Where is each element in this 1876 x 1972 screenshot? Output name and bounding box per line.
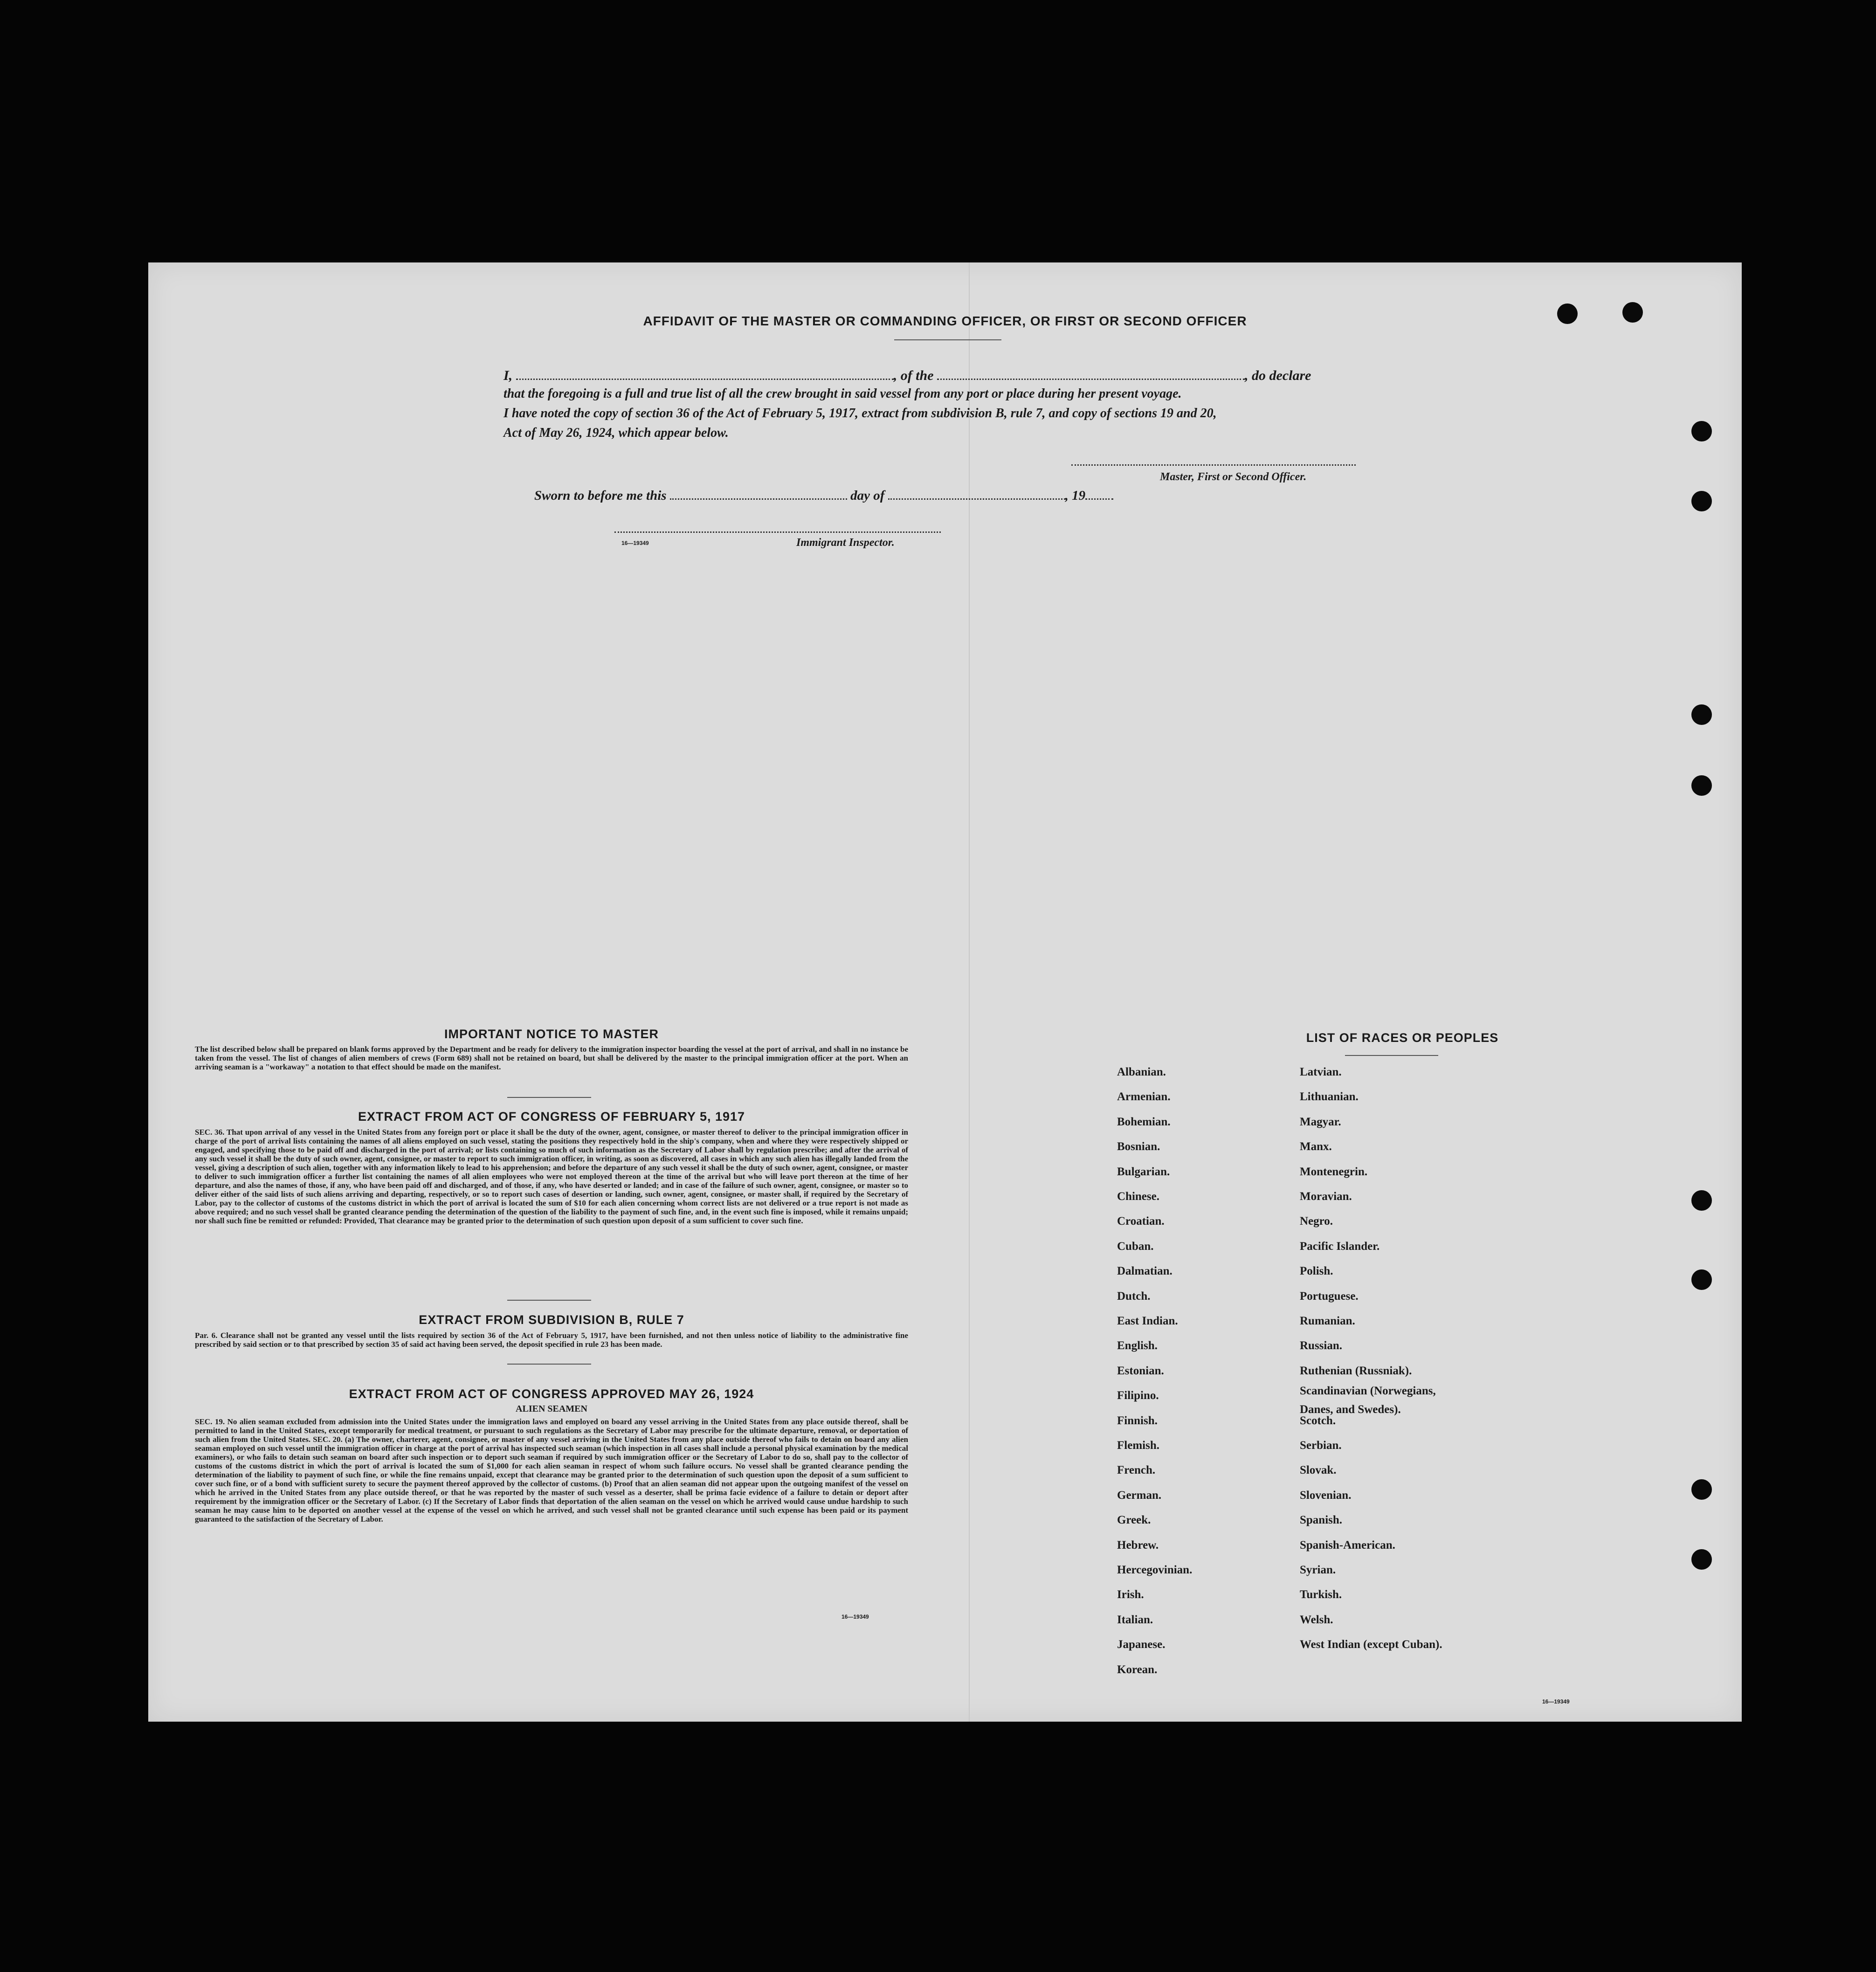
- divider: [507, 1364, 591, 1365]
- form-number: 16—19349: [1542, 1698, 1570, 1705]
- extract2-title: EXTRACT FROM SUBDIVISION B, RULE 7: [419, 1313, 684, 1327]
- extract1-text: SEC. 36. That upon arrival of any vessel in the United States from any foreign port or place it shall be the duty of the owner, agent, consignee, or master thereof to deliver to the principal immigration officer in charge of the port of arrival lists containing the names of all aliens employed on such vessel, stating the positions they respectively hold in the ship's company, when and where they were respectively shipped or engaged, and specifying those to be paid off and discharged in the port of arrival; or lists containing so much of such information as the Secretary of Labor shall by regulation prescribe; and after the arrival of any such vessel it shall be the duty of such owner, agent, consignee, or master to report to such immigration officer, in writing, as soon as discovered, all cases in which any such alien has illegally landed from the vessel, giving a description of such alien, together with any information likely to lead to his apprehension; and before the departure of any such vessel it shall be the duty of such owner, agent, consignee, or master to deliver to such immigration officer a further list containing the names of all alien employees who were not employed thereon at the time of the arrival but who will leave port thereon at the time of her departure, and also the names of those, if any, who have been paid off and discharged, and of those, if any, who have deserted or landed; and in case of the failure of such owner, agent, consignee, or master so to deliver either of the said lists of such aliens arriving and departing, respectively, or so to report such cases of desertion or landing, such owner, agent, consignee, or master shall, if required by the Secretary of Labor, pay to the collector of customs of the customs district in which the port of arrival is located the sum of $10 for each alien concerning whom correct lists are not delivered or a true report is not made as above required; and no such vessel shall be granted clearance pending the determination of the question of the liability to the payment of such fine, and, in the event such fine is imposed, while it remains unpaid; nor shall such fine be remitted or refunded: Provided, That clearance may be granted prior to the determination of such question upon deposit of a sum sufficient to cover such fine.: [195, 1128, 908, 1225]
- document-page: [148, 262, 1742, 1722]
- punch-hole: [1691, 1190, 1712, 1211]
- inspector-signature-line[interactable]: [614, 531, 941, 533]
- extract1-title: EXTRACT FROM ACT OF CONGRESS OF FEBRUARY 5, 1917: [358, 1110, 745, 1124]
- race-item: Manx.: [1300, 1140, 1332, 1153]
- punch-hole: [1691, 491, 1712, 511]
- race-item: Moravian.: [1300, 1190, 1352, 1203]
- race-item: Italian.: [1117, 1613, 1153, 1626]
- sworn-day-field[interactable]: [670, 486, 847, 500]
- extract3-title: EXTRACT FROM ACT OF CONGRESS APPROVED MAY 26, 1924: [349, 1387, 754, 1401]
- divider: [507, 1097, 591, 1098]
- race-item: Korean.: [1117, 1663, 1158, 1676]
- affidavit-do-declare: , do declare: [1245, 368, 1311, 383]
- sworn-before: Sworn to before me this: [534, 488, 667, 503]
- race-item: French.: [1117, 1464, 1156, 1477]
- punch-hole: [1691, 1269, 1712, 1290]
- race-item: Serbian.: [1300, 1439, 1342, 1452]
- affidavit-line3: I have noted the copy of section 36 of the Act of February 5, 1917, extract from subdivision B, rule 7, and copy of sections 19 and 20,: [503, 406, 1217, 421]
- race-item: Scandinavian (Norwegians,: [1300, 1385, 1436, 1398]
- affidavit-of-the: , of the: [893, 368, 934, 383]
- race-item: Estonian.: [1117, 1364, 1164, 1377]
- extract3-subtitle: ALIEN SEAMEN: [516, 1404, 587, 1414]
- race-item: East Indian.: [1117, 1315, 1178, 1327]
- divider: [1345, 1055, 1438, 1056]
- sworn-line: [534, 486, 1113, 503]
- race-item: Syrian.: [1300, 1564, 1336, 1576]
- affidavit-line1: [503, 366, 1311, 384]
- sworn-day-of: day of: [850, 488, 885, 503]
- affidavit-line2: that the foregoing is a full and true list of all the crew brought in said vessel from any port or place during her present voyage.: [503, 386, 1182, 401]
- form-number: 16—19349: [841, 1613, 869, 1620]
- race-item: Hebrew.: [1117, 1538, 1159, 1551]
- extract2-text: Par. 6. Clearance shall not be granted any vessel until the lists required by section 36 of the Act of February 5, 1917, have been furnished, and not then unless notice of liability to the administrative fine prescribed by said section or to that prescribed by section 35 of said act having been served, the deposit specified in rule 23 has been made.: [195, 1331, 908, 1349]
- sworn-month-field[interactable]: [888, 486, 1065, 500]
- race-item: Magyar.: [1300, 1115, 1341, 1128]
- affidavit-title: AFFIDAVIT OF THE MASTER OR COMMANDING OFFICER, OR FIRST OR SECOND OFFICER: [643, 314, 1247, 328]
- race-item: Portuguese.: [1300, 1289, 1359, 1303]
- race-item: Greek.: [1117, 1514, 1151, 1527]
- race-item: Japanese.: [1117, 1638, 1166, 1651]
- extract3-text: SEC. 19. No alien seaman excluded from admission into the United States under the immigration laws and employed on board any vessel arriving in the United States from any place outside thereof, shall be permitted to land in the United States, except temporarily for medical treatment, or pursuant to such regulations as the Secretary of Labor may prescribe for the ultimate departure, removal, or deportation of such alien from the United States. SEC. 20. (a) The owner, charterer, agent, consignee, or master of any vessel arriving in the United States from any place outside thereof who fails to detain on board any alien seaman employed on such vessel until the immigration officer in charge at the port of arrival has inspected such seaman (which inspection in all cases shall include a personal physical examination by the medical examiners), or who fails to detain such seaman on board after such inspection or to deport such seaman if required by such immigration officer or the Secretary of Labor to do so, shall pay to the collector of customs of the customs district in which the port of arrival is located the sum of $1,000 for each alien seaman in respect of whom such failure occurs. No vessel shall be granted clearance pending the determination of the liability to payment of such fine, or while the fine remains unpaid, except that clearance may be granted prior to the determination of such question upon the deposit of a sum sufficient to cover such fine, or of a bond with sufficient surety to secure the payment thereof approved by the collector of customs. (b) Proof that an alien seaman did not appear upon the outgoing manifest of the vessel on which he arrived in the United States from any place outside thereof, or that he was reported by the master of such vessel as a deserter, shall be prima facie evidence of a failure to detain or deport after requirement by the immigration officer or the Secretary of Labor. (c) If the Secretary of Labor finds that deportation of the alien seaman on the vessel on which he arrived would cause undue hardship to such seaman he may cause him to be deported on another vessel at the expense of the vessel on which he arrived, and such vessel shall not be granted clearance until such expense has been paid or its payment guaranteed to the satisfaction of the Secretary of Labor.: [195, 1417, 908, 1524]
- race-item: Montenegrin.: [1300, 1165, 1368, 1178]
- notice-text: The list described below shall be prepared on blank forms approved by the Department and be ready for delivery to the immigration inspector boarding the vessel at the port of arrival, and shall in no instance be taken from the vessel. The list of changes of alien members of crews (Form 689) shall not be retained on board, but shall be delivered by the master to the principal immigration officer at the port. When an arriving seaman is a "workaway" a notation to that effect should be made on the manifest.: [195, 1045, 908, 1071]
- race-item: Pacific Islander.: [1300, 1240, 1380, 1253]
- race-item: Filipino.: [1117, 1389, 1159, 1402]
- race-item: Negro.: [1300, 1215, 1333, 1228]
- race-item: Dutch.: [1117, 1289, 1151, 1303]
- race-item: Hercegovinian.: [1117, 1564, 1193, 1576]
- punch-hole: [1691, 1479, 1712, 1500]
- race-item: Welsh.: [1300, 1613, 1333, 1626]
- punch-hole: [1691, 421, 1712, 441]
- form-number: 16—19349: [621, 540, 649, 546]
- races-title: LIST OF RACES OR PEOPLES: [1306, 1031, 1499, 1045]
- race-item: Armenian.: [1117, 1090, 1171, 1103]
- divider: [894, 339, 1001, 340]
- race-item: Ruthenian (Russniak).: [1300, 1364, 1412, 1377]
- inspector-label: Immigrant Inspector.: [796, 537, 895, 549]
- race-item: Slovenian.: [1300, 1489, 1352, 1502]
- race-item: Chinese.: [1117, 1190, 1159, 1203]
- race-item: Bulgarian.: [1117, 1165, 1170, 1178]
- race-item: Bosnian.: [1117, 1140, 1160, 1153]
- vessel-name-field[interactable]: [937, 366, 1245, 380]
- punch-hole: [1691, 1549, 1712, 1570]
- race-item: Polish.: [1300, 1265, 1333, 1278]
- race-item: Lithuanian.: [1300, 1090, 1359, 1103]
- race-item: Slovak.: [1300, 1464, 1337, 1477]
- sworn-year-prefix: , 19: [1065, 488, 1086, 503]
- race-item: Russian.: [1300, 1339, 1343, 1352]
- race-item: Spanish-American.: [1300, 1538, 1395, 1551]
- race-item: Turkish.: [1300, 1588, 1342, 1601]
- punch-hole: [1691, 775, 1712, 796]
- race-item: Flemish.: [1117, 1439, 1159, 1452]
- race-item: Spanish.: [1300, 1514, 1343, 1527]
- sworn-year-field[interactable]: [1085, 486, 1113, 500]
- center-fold: [969, 262, 970, 1722]
- race-item: English.: [1117, 1339, 1158, 1352]
- race-item: Scotch.: [1300, 1414, 1336, 1427]
- race-item: Albanian.: [1117, 1066, 1166, 1078]
- divider: [507, 1300, 591, 1301]
- race-item: Rumanian.: [1300, 1315, 1355, 1327]
- race-item: Dalmatian.: [1117, 1265, 1172, 1278]
- notice-title: IMPORTANT NOTICE TO MASTER: [444, 1027, 659, 1041]
- signature-line[interactable]: [1071, 464, 1356, 466]
- race-item: Latvian.: [1300, 1066, 1342, 1078]
- race-item: Cuban.: [1117, 1240, 1154, 1253]
- punch-hole: [1691, 704, 1712, 725]
- affidavit-i: I,: [503, 368, 513, 383]
- race-item: Bohemian.: [1117, 1115, 1171, 1128]
- race-item: Irish.: [1117, 1588, 1144, 1601]
- signature-label: Master, First or Second Officer.: [1160, 471, 1307, 483]
- affidavit-line4: Act of May 26, 1924, which appear below.: [503, 426, 729, 440]
- race-item: Danes, and Swedes).: [1300, 1403, 1401, 1416]
- race-item: West Indian (except Cuban).: [1300, 1638, 1442, 1651]
- race-item: German.: [1117, 1489, 1162, 1502]
- race-item: Finnish.: [1117, 1414, 1158, 1427]
- master-name-field[interactable]: [516, 366, 894, 380]
- race-item: Croatian.: [1117, 1215, 1165, 1228]
